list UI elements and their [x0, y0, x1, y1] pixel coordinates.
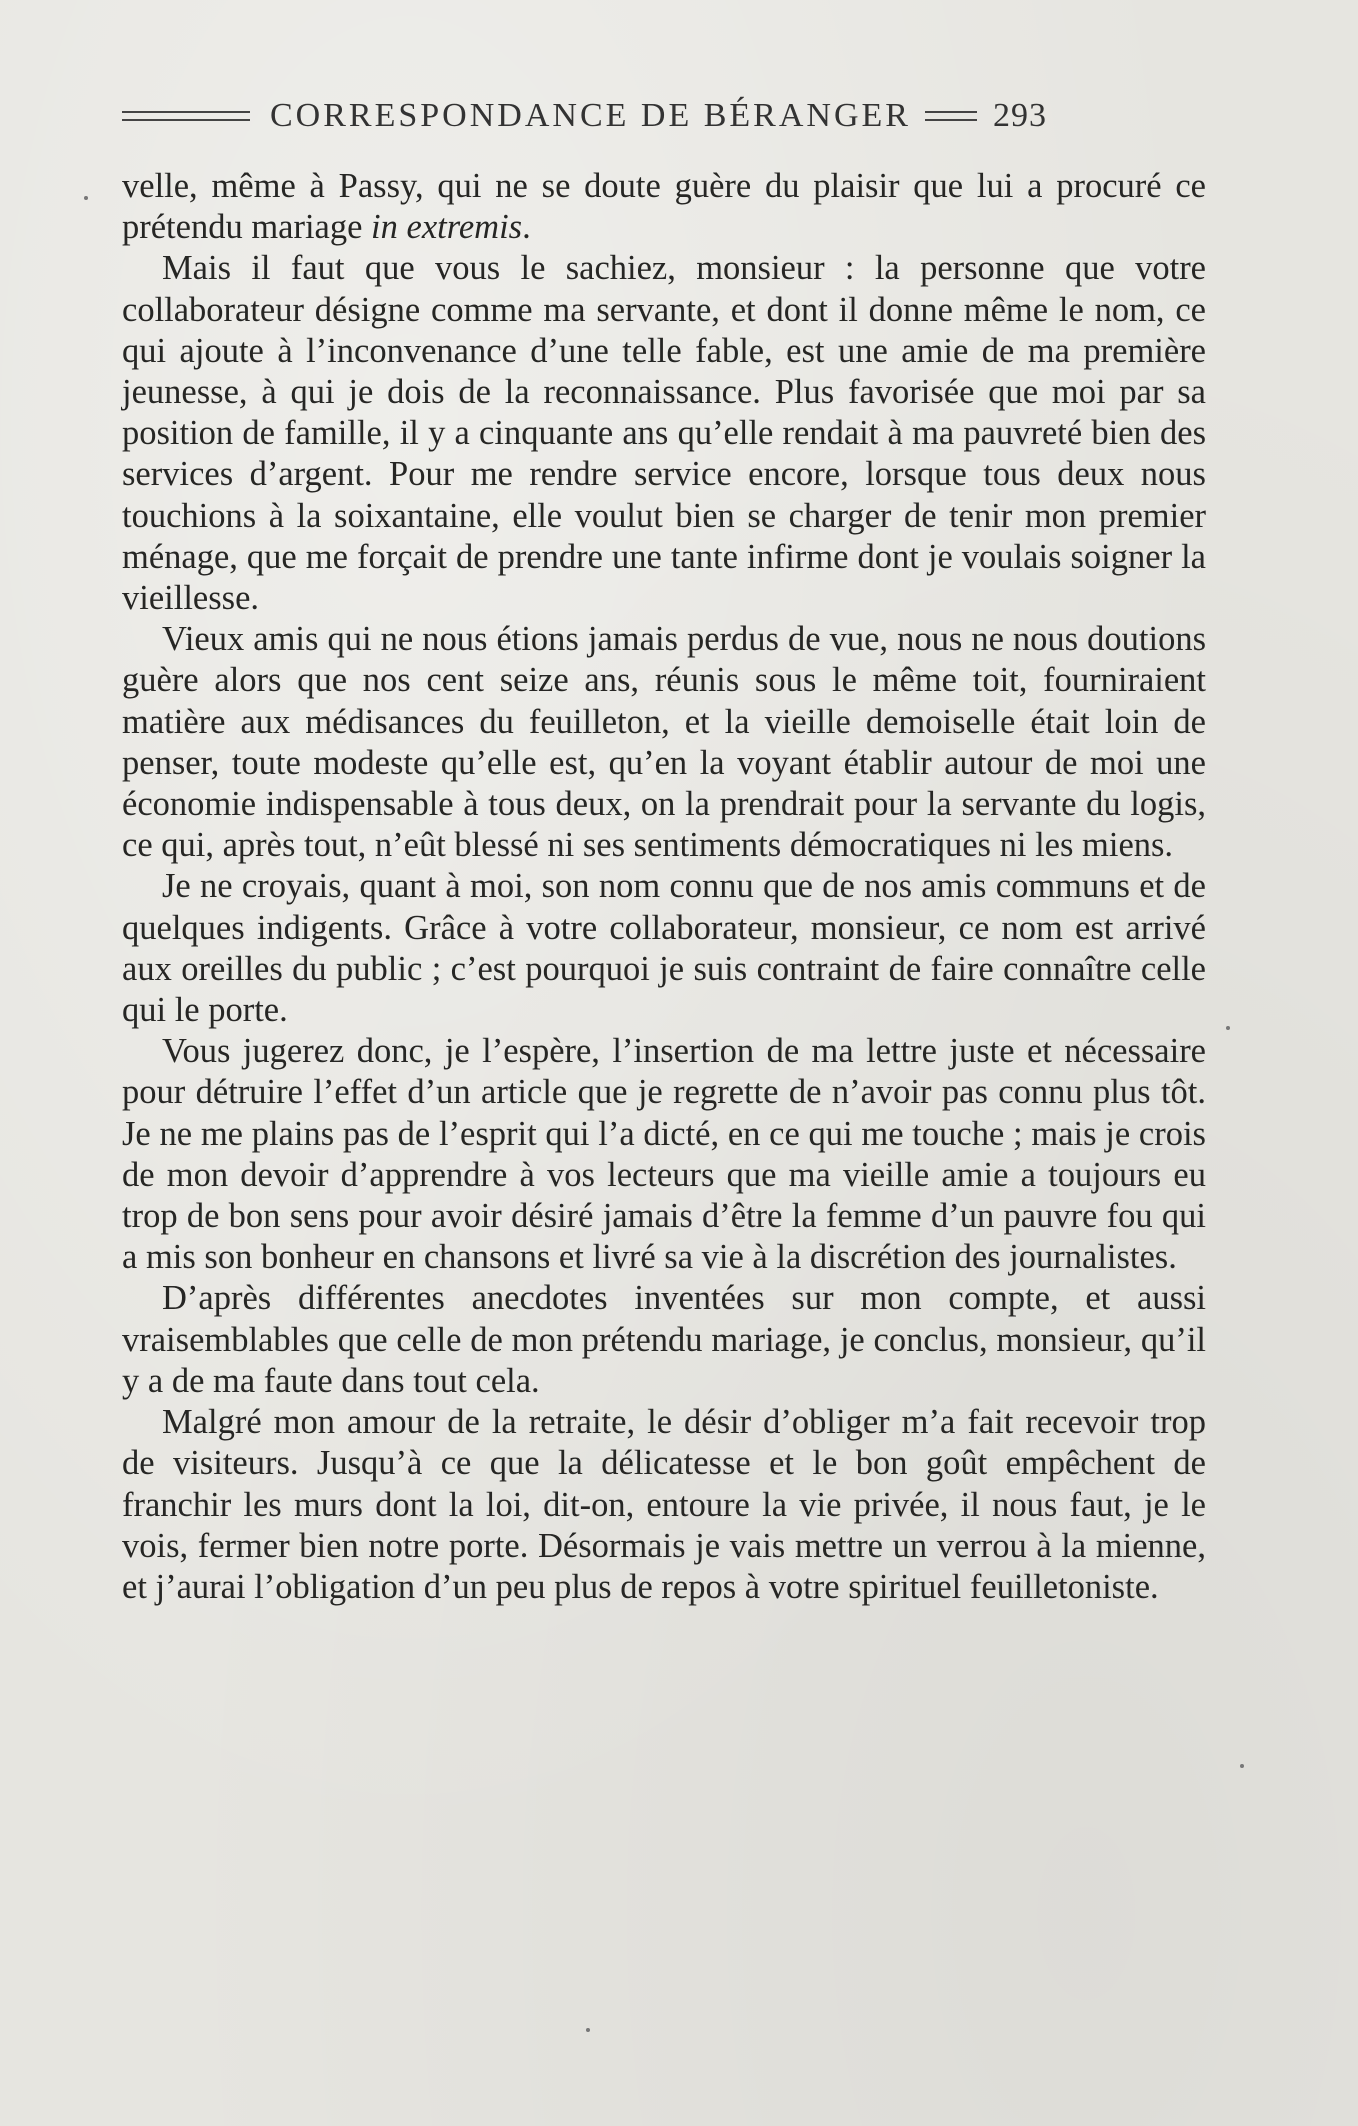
letter-body: [122, 166, 1206, 1608]
header-rule-right: [925, 111, 977, 121]
page-number: 293: [992, 97, 1047, 134]
paragraph-1-text: velle, même à Passy, qui ne se doute guère du plaisir que lui a procuré ce prétendu mariage: [122, 167, 1206, 247]
paper-speck: [1240, 1764, 1244, 1768]
paragraph-1: [122, 166, 1206, 248]
paper-speck: [1226, 1026, 1230, 1030]
paragraph-2: Mais il faut que vous le sachiez, monsieur : la personne que votre collaborateur désigne comme ma servante, et dont il donne même le nom, ce qui ajoute à l’inconvenance d’une telle fable, est une amie de ma première jeunesse, à qui je dois de la reconnaissance. Plus favorisée que moi par sa position de famille, il y a cinquante ans qu’elle rendait à ma pauvreté bien des services d’argent. Pour me rendre service encore, lorsque tous deux nous touchions à la soixantaine, elle voulut bien se charger de tenir mon premier ménage, que me forçait de prendre une tante infirme dont je voulais soigner la vieillesse.: [122, 249, 1206, 618]
paper-speck: [84, 196, 88, 200]
paper-speck: [586, 2028, 590, 2032]
running-title: CORRESPONDANCE DE BÉRANGER: [270, 97, 911, 134]
running-header: [122, 92, 1206, 140]
paragraph-6: D’après différentes anecdotes inventées sur mon compte, et aussi vraisemblables que celle de mon prétendu mariage, je conclus, monsieur, qu’il y a de ma faute dans tout cela.: [122, 1279, 1206, 1400]
paragraph-1-end: .: [522, 208, 531, 247]
paragraph-7: Malgré mon amour de la retraite, le désir d’obliger m’a fait recevoir trop de visiteurs. Jusqu’à ce que la délicatesse et le bon goût empêchent de franchir les murs dont la loi, dit-on, entoure la vie privée, il nous faut, je le vois, fermer bien notre porte. Désormais je vais mettre un verrou à la mienne, et j’aurai l’obligation d’un peu plus de repos à votre spirituel feuilletoniste.: [122, 1403, 1206, 1606]
italic-phrase: in extremis: [371, 208, 523, 247]
paragraph-4: Je ne croyais, quant à moi, son nom connu que de nos amis communs et de quelques indigents. Grâce à votre collaborateur, monsieur, ce nom est arrivé aux oreilles du public ; c’est pourquoi je suis contraint de faire connaître celle qui le porte.: [122, 867, 1206, 1030]
paragraph-3: Vieux amis qui ne nous étions jamais perdus de vue, nous ne nous doutions guère alors que nos cent seize ans, réunis sous le même toit, fourniraient matière aux médisances du feuilleton, et la vieille demoiselle était loin de penser, toute modeste qu’elle est, qu’en la voyant établir autour de moi une économie indispensable à tous deux, on la prendrait pour la servante du logis, ce qui, après tout, n’eût blessé ni ses sentiments démocratiques ni les miens.: [122, 620, 1206, 865]
paragraph-5: Vous jugerez donc, je l’espère, l’insertion de ma lettre juste et nécessaire pour détruire l’effet d’un article que je regrette de n’avoir pas connu plus tôt. Je ne me plains pas de l’esprit qui l’a dicté, en ce qui me touche ; mais je crois de mon devoir d’apprendre à vos lecteurs que ma vieille amie a toujours eu trop de bon sens pour avoir désiré jamais d’être la femme d’un pauvre fou qui a mis son bonheur en chansons et livré sa vie à la discrétion des journalistes.: [122, 1032, 1206, 1277]
header-rule-left: [122, 111, 250, 121]
